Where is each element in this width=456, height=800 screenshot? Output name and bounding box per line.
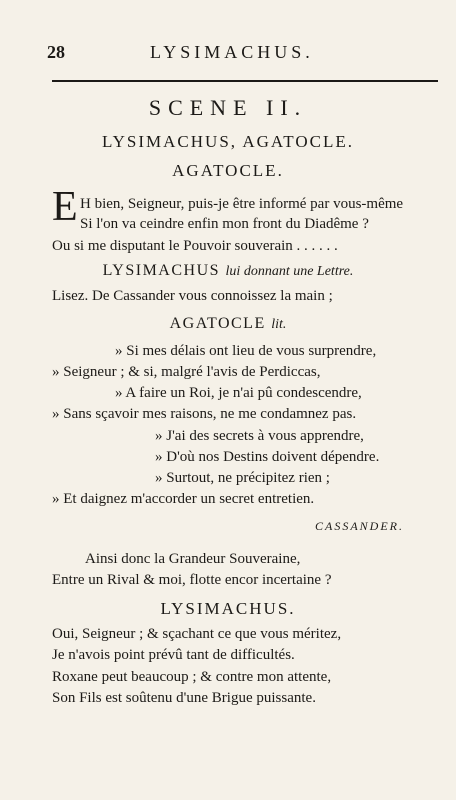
- verse-line: H bien, Seigneur, puis-je être informé par vous-même: [80, 196, 404, 212]
- letter-line: » Et daignez m'accorder un secret entretien.: [52, 491, 315, 507]
- letter-line: » Surtout, ne précipitez rien ;: [155, 470, 330, 486]
- speaker-agatocle: AGATOCLE.: [172, 161, 284, 180]
- stage-direction: lit.: [271, 317, 287, 332]
- speaker-heading-agatocle: [0, 315, 456, 333]
- letter-line: » J'ai des secrets à vous apprendre,: [155, 428, 364, 444]
- stage-direction: lui donnant une Lettre.: [225, 264, 354, 279]
- drop-cap: E: [52, 184, 78, 230]
- letter-line: » D'où nos Destins doivent dépendre.: [155, 449, 380, 465]
- scene-title: SCENE II.: [148, 95, 308, 120]
- verse-line: Oui, Seigneur ; & sçachant ce que vous méritez,: [52, 626, 342, 642]
- verse-line: Ou si me disputant le Pouvoir souverain . . . . . .: [52, 238, 338, 254]
- verse-line: Ainsi donc la Grandeur Souveraine,: [85, 551, 301, 567]
- verse-line: Lisez. De Cassander vous connoissez la main ;: [52, 288, 333, 304]
- speaker-lysimachus: LYSIMACHUS: [102, 262, 221, 279]
- verse-line: Je n'avois point prévû tant de difficultés.: [52, 647, 295, 663]
- scene-cast: LYSIMACHUS, AGATOCLE.: [101, 132, 355, 151]
- verse-line: Roxane peut beaucoup ; & contre mon attente,: [52, 669, 332, 685]
- letter-line: » Seigneur ; & si, malgré l'avis de Perdiccas,: [52, 364, 321, 380]
- page-number: 28: [47, 42, 65, 62]
- letter-signature: CASSANDER.: [315, 519, 404, 533]
- verse-line: Son Fils est soûtenu d'une Brigue puissante.: [52, 690, 316, 706]
- speaker-agatocle: AGATOCLE: [169, 315, 266, 332]
- page-header: [0, 42, 456, 68]
- letter-line: » Sans sçavoir mes raisons, ne me condamnez pas.: [52, 406, 357, 422]
- verse-line: Entre un Rival & moi, flotte encor incertaine ?: [52, 572, 332, 588]
- running-title: LYSIMACHUS.: [150, 42, 314, 62]
- speaker-lysimachus: LYSIMACHUS.: [160, 599, 296, 618]
- letter-line: » Si mes délais ont lieu de vous surprendre,: [115, 343, 377, 359]
- speaker-heading-lysimachus: [0, 262, 456, 280]
- verse-line: Si l'on va ceindre enfin mon front du Diadême ?: [80, 216, 369, 232]
- header-rule: [52, 80, 438, 82]
- letter-line: » A faire un Roi, je n'ai pû condescendre,: [115, 385, 362, 401]
